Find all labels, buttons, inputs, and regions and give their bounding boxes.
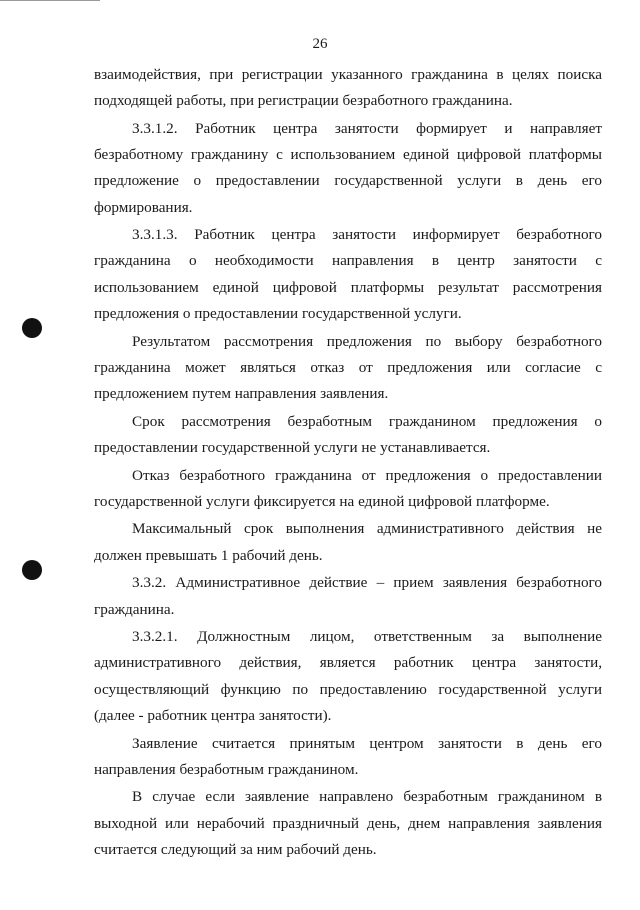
scan-edge-line bbox=[0, 0, 100, 1]
paragraph-review-term: Срок рассмотрения безработным гражданином предложения о предоставлении государственной услуги не устанавливается. bbox=[94, 412, 602, 456]
paragraph-3-3-2-1: 3.3.2.1. Должностным лицом, ответственным за выполнение административного действия, является работник центра занятости, осуществляющий функцию по предоставлению государственной услуги (далее - работник центра занятости). bbox=[94, 628, 602, 724]
paragraph-3-3-1-2: 3.3.1.2. Работник центра занятости формирует и направляет безработному гражданину с использованием единой цифровой платформы предложение о предоставлении государственной услуги в день его формирования. bbox=[94, 119, 602, 216]
paragraph-refusal: Отказ безработного гражданина от предложения о предоставлении государственной услуги фиксируется на единой цифровой платформе. bbox=[94, 466, 602, 510]
paragraph-3-3-1-3: 3.3.1.3. Работник центра занятости информирует безработного гражданина о необходимости направления в центр занятости с использованием единой цифровой платформы результат рассмотрения предложения о предоставлении государственной услуги. bbox=[94, 226, 602, 322]
paragraph-review-result: Результатом рассмотрения предложения по выбору безработного гражданина может являться отказ от предложения или согласие с предложением путем направления заявления. bbox=[94, 332, 602, 402]
paragraph-holiday-rule: В случае если заявление направлено безработным гражданином в выходной или нерабочий праздничный день, днем направления заявления считается следующий за ним рабочий день. bbox=[94, 788, 602, 858]
paragraph-continuation: взаимодействия, при регистрации указанного гражданина в целях поиска подходящей работы, при регистрации безработного гражданина. bbox=[94, 66, 602, 110]
punch-hole-mark bbox=[22, 318, 42, 338]
page-number: 26 bbox=[312, 36, 328, 52]
punch-hole-mark bbox=[22, 560, 42, 580]
paragraph-max-term: Максимальный срок выполнения административного действия не должен превышать 1 рабочий день. bbox=[94, 520, 602, 564]
body-text bbox=[94, 62, 602, 865]
paragraph-application-accepted: Заявление считается принятым центром занятости в день его направления безработным гражданином. bbox=[94, 734, 602, 778]
paragraph-3-3-2: 3.3.2. Административное действие – прием заявления безработного гражданина. bbox=[94, 574, 602, 618]
